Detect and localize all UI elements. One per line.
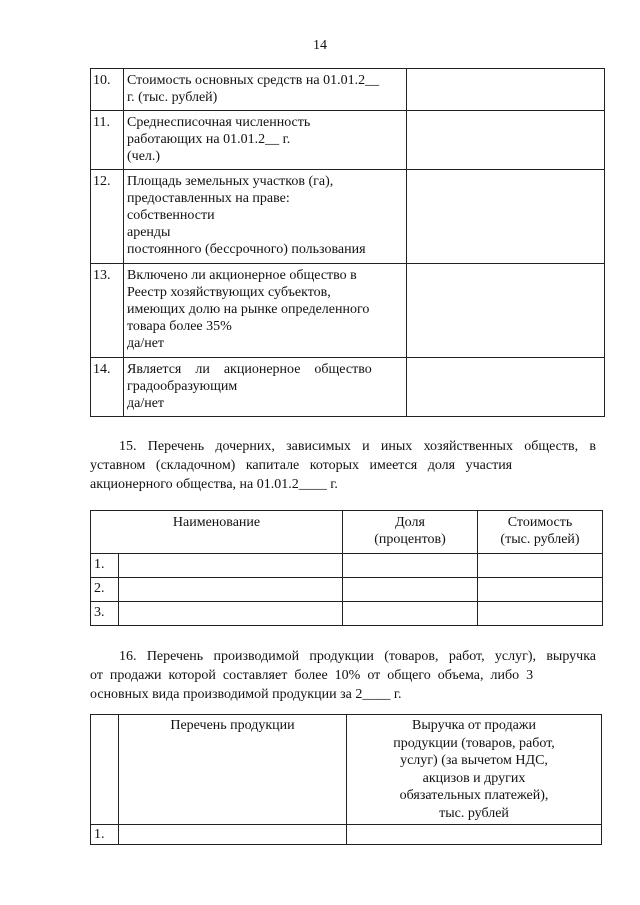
description-line: Реестр хозяйствующих субъектов, <box>127 285 331 300</box>
subsidiaries-table <box>90 510 603 626</box>
description-line: да/нет <box>127 336 165 351</box>
answer-cell[interactable] <box>407 358 605 417</box>
paragraph-line: 15. Перечень дочерних, зависимых и иных хозяйственных обществ, в <box>119 439 596 454</box>
cost-cell[interactable] <box>478 554 603 578</box>
row-description <box>124 264 407 358</box>
row-number: 1. <box>91 554 119 578</box>
answer-cell[interactable] <box>407 111 605 170</box>
cost-cell[interactable] <box>478 602 603 626</box>
table-row <box>91 69 605 111</box>
row-description <box>124 69 407 111</box>
row-description <box>124 358 407 417</box>
table-row <box>91 825 602 845</box>
paragraph-line: акционерного общества, на 01.01.2____ г. <box>90 477 338 492</box>
row-description <box>124 111 407 170</box>
description-line: товара более 35% <box>127 319 232 334</box>
row-number: 12. <box>91 170 124 264</box>
name-cell[interactable] <box>119 602 343 626</box>
section-15-text <box>90 437 596 494</box>
description-line: постоянного (бессрочного) пользования <box>127 242 366 257</box>
column-header-cost <box>478 511 603 554</box>
paragraph-line: 16. Перечень производимой продукции (товаров, работ, услуг), выручка <box>119 649 596 664</box>
column-header-products: Перечень продукции <box>119 715 347 825</box>
table-row <box>91 602 603 626</box>
table-row <box>91 554 603 578</box>
header-line: (процентов) <box>374 532 446 547</box>
row-number: 1. <box>91 825 119 845</box>
revenue-cell[interactable] <box>347 825 602 845</box>
description-line: Среднесписочная численность <box>127 115 311 130</box>
header-blank-cell <box>91 715 119 825</box>
row-number: 14. <box>91 358 124 417</box>
paragraph-line: основных вида производимой продукции за 2____ г. <box>90 687 402 702</box>
description-line: Площадь земельных участков (га), <box>127 174 334 189</box>
description-line: г. (тыс. рублей) <box>127 90 218 105</box>
header-line: продукции (товаров, работ, <box>393 735 555 751</box>
answer-cell[interactable] <box>407 170 605 264</box>
header-line: акцизов и других <box>422 770 526 786</box>
description-line: работающих на 01.01.2__ г. <box>127 132 291 147</box>
table-header-row <box>91 511 603 554</box>
table-header-row <box>91 715 602 825</box>
share-cell[interactable] <box>343 578 478 602</box>
header-line: (тыс. рублей) <box>500 532 580 547</box>
row-number: 13. <box>91 264 124 358</box>
column-header-share <box>343 511 478 554</box>
description-line: (чел.) <box>127 149 161 164</box>
share-cell[interactable] <box>343 554 478 578</box>
answer-cell[interactable] <box>407 264 605 358</box>
header-line: услуг) (за вычетом НДС, <box>400 753 548 768</box>
column-header-revenue <box>347 715 602 825</box>
questionnaire-table <box>90 68 605 417</box>
description-line: Стоимость основных средств на 01.01.2__ <box>127 73 380 88</box>
products-table <box>90 714 602 845</box>
row-number: 2. <box>91 578 119 602</box>
row-number: 3. <box>91 602 119 626</box>
section-16-text <box>90 647 596 704</box>
table-row <box>91 264 605 358</box>
description-line: аренды <box>127 225 171 240</box>
name-cell[interactable] <box>119 578 343 602</box>
description-line: имеющих долю на рынке определенного <box>127 302 370 317</box>
table-row <box>91 358 605 417</box>
row-number: 11. <box>91 111 124 170</box>
table-row <box>91 111 605 170</box>
description-line: собственности <box>127 208 215 223</box>
row-number: 10. <box>91 69 124 111</box>
paragraph-line: уставном (складочном) капитале которых имеется доля участия <box>90 458 513 473</box>
table-row <box>91 578 603 602</box>
table-row <box>91 170 605 264</box>
cost-cell[interactable] <box>478 578 603 602</box>
row-description <box>124 170 407 264</box>
description-line: Является ли акционерное общество <box>127 362 372 377</box>
description-line: градообразующим <box>127 379 238 394</box>
name-cell[interactable] <box>119 554 343 578</box>
paragraph-line: от продажи которой составляет более 10% от общего объема, либо 3 <box>90 668 534 683</box>
header-line: Выручка от продажи <box>412 718 536 733</box>
share-cell[interactable] <box>343 602 478 626</box>
header-line: Стоимость <box>507 515 573 530</box>
description-line: да/нет <box>127 396 165 411</box>
answer-cell[interactable] <box>407 69 605 111</box>
header-line: Доля <box>395 515 425 530</box>
description-line: предоставленных на праве: <box>127 191 290 206</box>
header-line: тыс. рублей <box>439 805 509 821</box>
description-line: Включено ли акционерное общество в <box>127 268 357 283</box>
page-number: 14 <box>313 38 327 53</box>
column-header-name: Наименование <box>91 511 343 554</box>
product-cell[interactable] <box>119 825 347 845</box>
header-line: обязательных платежей), <box>399 788 549 803</box>
